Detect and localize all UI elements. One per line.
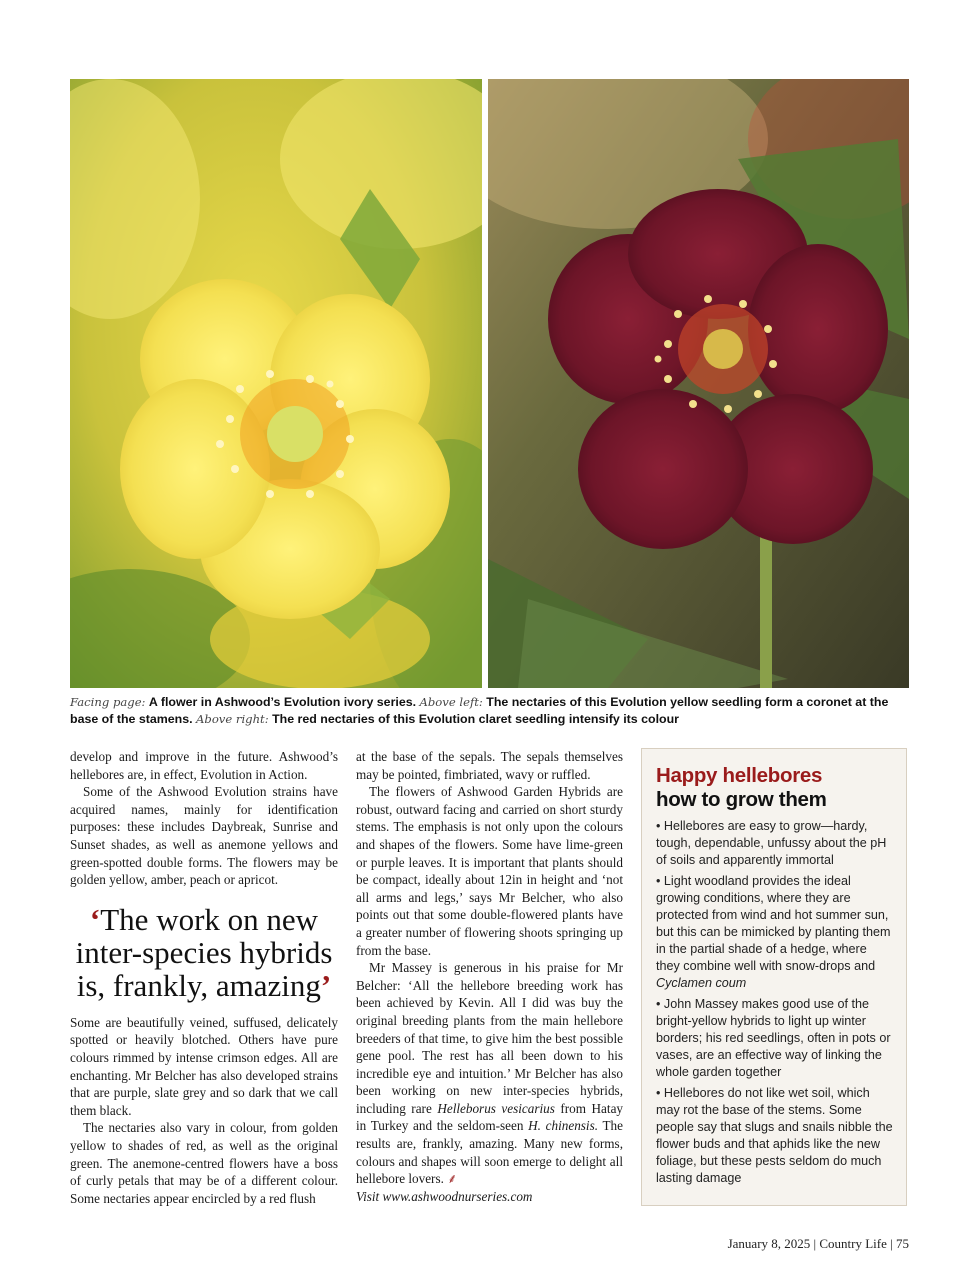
body-paragraph	[356, 959, 623, 1205]
species-name: Cyclamen coum	[656, 976, 747, 990]
sidebar-tip: • Hellebores are easy to grow—hardy, tough, dependable, unfussy about the pH of soils and apparently immortal	[656, 819, 887, 867]
caption-text-left: The nectaries of this Evolution yellow seedling form a coronet at the base of the stamens.	[70, 695, 889, 726]
body-paragraph: The nectaries also vary in colour, from golden yellow to shades of red, as well as the original green. The anemone-centred flowers have a boss of curly petals that may be of a different colour. Some nectaries appear encircled by a red flush	[70, 1120, 338, 1206]
end-mark-pheasant-icon: ⸙	[447, 1171, 458, 1187]
body-paragraph: Some of the Ashwood Evolution strains have acquired names, mainly for identification purposes: these includes Daybreak, Sunrise and Sunset shades, as well as anemone yellows and green-spotted double forms. The flowers may be golden yellow, amber, peach or apricot.	[70, 784, 338, 888]
caption-text-facing: A flower in Ashwood’s Evolution ivory series.	[148, 695, 417, 709]
photo-claret-hellebore	[488, 79, 909, 688]
body-text: Mr Massey is generous in his praise for Mr Belcher: ‘All the hellebore breeding work has been achieved by Kevin. All I did was buy the original breeding plants from the main hellebore breeders of that time, to give him the best possible gene pool. The rest has all been down to his incredible eye and intuition.’ Mr Belcher has also been working on new inter-species hybrids, including rare	[356, 960, 623, 1116]
species-name: H. chinensis.	[528, 1118, 599, 1134]
sidebar-title: Happy hellebores	[656, 764, 823, 787]
photo-caption	[70, 694, 910, 728]
body-paragraph: Some are beautifully veined, suffused, delicately spotted or heavily blotched. Others have pure colours rimmed by intense crimson edges. All are enchanting. Mr Belcher has also developed strains that are purple, slate grey and so dark that we call them black.	[70, 1014, 338, 1118]
body-text: from Hatay in Turkey and the seldom-seen	[356, 1100, 624, 1134]
pull-quote-text: The work on new inter-species hybrids is, frankly, amazing	[75, 901, 333, 1003]
visit-link[interactable]: Visit www.ashwoodnurseries.com	[356, 1188, 533, 1204]
sidebar-tip: • John Massey makes good use of the bright-yellow hybrids to light up winter borders; his red seedlings, often in pots or vases, are an effective way of linking the whole garden together	[656, 997, 891, 1079]
photo-yellow-hellebore	[70, 79, 482, 688]
sidebar-tip: • Hellebores do not like wet soil, which may rot the base of the stems. Some people say that slugs and snails nibble the flower buds and that aphids like the new foliage, but these pests seldom do much lasting damage	[656, 1086, 893, 1185]
caption-label-left: Above left:	[419, 695, 483, 709]
article-column-2	[356, 748, 623, 1205]
sidebar-subtitle: how to grow them	[656, 788, 827, 811]
caption-label-facing: Facing page:	[70, 695, 146, 709]
pull-quote	[70, 903, 338, 1002]
caption-label-right: Above right:	[196, 712, 269, 726]
sidebar-tip	[656, 873, 894, 992]
body-paragraph: develop and improve in the future. Ashwood’s hellebores are, in effect, Evolution in Action.	[70, 749, 338, 782]
body-text: The results are, frankly, amazing. Many new forms, colours and shapes will soon emerge to delight all hellebore lovers.	[356, 1118, 623, 1187]
sidebar-tip-text: • Light woodland provides the ideal growing conditions, where they are protected from wind and hot summer sun, but this can be mimicked by planting them in the partial shade of a hedge, where they combine well with snow-drops and	[656, 874, 891, 973]
open-quote-icon: ‘	[89, 901, 101, 937]
body-paragraph: The flowers of Ashwood Garden Hybrids are robust, outward facing and carried on short sturdy stems. The emphasis is not only upon the colours and shapes of the flowers. Some have lime-green or purple leaves. It is important that plants should be compact, ideally about 12in in height and ‘not all arms and legs,’ says Mr Belcher, who also points out that some double-flowered plants have a greater number of flowering shoots springing up from the base.	[356, 784, 623, 958]
body-paragraph: at the base of the sepals. The sepals themselves may be pointed, fimbriated, wavy or ruffled.	[356, 749, 623, 782]
caption-text-right: The red nectaries of this Evolution claret seedling intensify its colour	[272, 712, 679, 726]
close-quote-icon: ’	[320, 967, 332, 1003]
page-footer: January 8, 2025 | Country Life | 75	[727, 1236, 909, 1251]
sidebar-box	[641, 748, 907, 1206]
article-column-1	[70, 748, 338, 1207]
species-name: Helleborus vesicarius	[437, 1100, 555, 1116]
